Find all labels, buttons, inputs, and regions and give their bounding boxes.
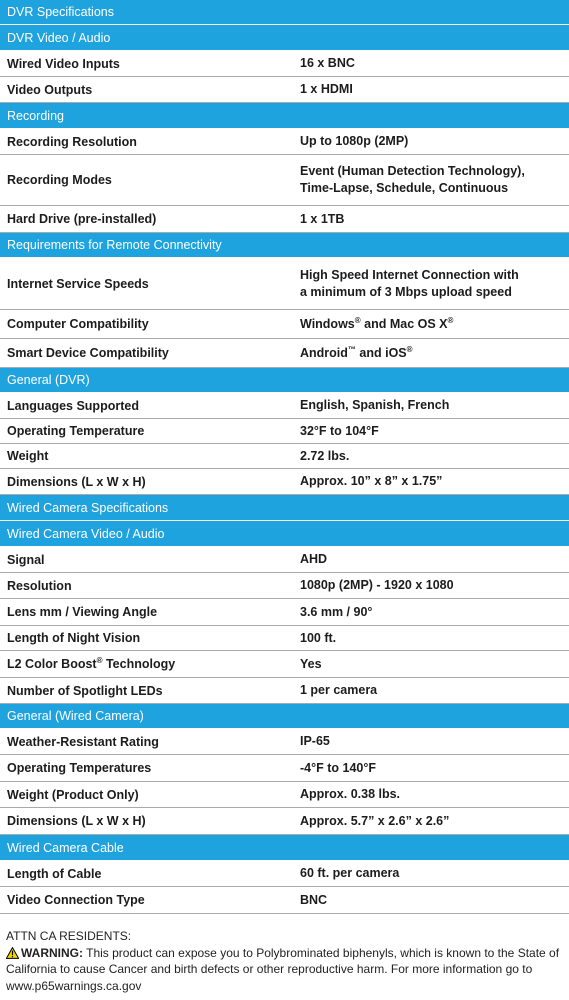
spec-value: Approx. 0.38 lbs.: [300, 787, 401, 801]
spec-value: Approx. 10” x 8” x 1.75”: [300, 474, 443, 488]
spec-label: Internet Service Speeds: [7, 276, 149, 291]
spec-row-smart-device-compatibility: [0, 339, 569, 368]
section-title: Wired Camera Video / Audio: [7, 526, 165, 541]
spec-label: Video Connection Type: [7, 893, 145, 907]
spec-row-weather-resistant-rating: [0, 729, 569, 755]
spec-value-line: Time-Lapse, Schedule, Continuous: [300, 181, 509, 195]
text-fragment: Technology: [102, 657, 176, 671]
text-fragment: Android: [300, 345, 348, 360]
spec-value-line: Event (Human Detection Technology),: [300, 164, 525, 178]
spec-label: Number of Spotlight LEDs: [7, 683, 163, 698]
section-header-wired-camera-video-audio: [0, 521, 569, 547]
spec-row-length-of-cable: [0, 861, 569, 887]
spec-value: 2.72 lbs.: [300, 448, 350, 463]
spec-label: Resolution: [7, 578, 72, 593]
warning-label: WARNING:: [21, 945, 83, 960]
text-fragment: Windows: [300, 316, 355, 331]
spec-row-hard-drive-pre-installed: [0, 206, 569, 233]
spec-label: Length of Night Vision: [7, 631, 141, 645]
spec-label: Signal: [7, 552, 45, 567]
section-title: Recording: [7, 108, 64, 123]
section-header-wired-camera-specifications: [0, 495, 569, 521]
spec-row-length-of-night-vision: [0, 626, 569, 651]
spec-value: [300, 345, 569, 362]
spec-value: [300, 316, 569, 333]
text-fragment: and Mac OS X: [360, 316, 448, 331]
spec-value: -4°F to 140°F: [300, 760, 376, 775]
spec-value: 1 per camera: [300, 683, 378, 697]
spec-value-line: a minimum of 3 Mbps upload speed: [300, 284, 512, 299]
trademark-symbol: ™: [347, 344, 356, 354]
spec-row-weight: [0, 444, 569, 469]
spec-row-operating-temperature: [0, 419, 569, 444]
spec-label: Dimensions (L x W x H): [7, 474, 146, 489]
spec-value: 32°F to 104°F: [300, 423, 379, 438]
section-header-dvr-specifications: [0, 0, 569, 25]
trademark-symbol: ®: [406, 344, 413, 354]
spec-row-dimensions-l-x-w-x-h: [0, 808, 569, 835]
spec-label: Recording Resolution: [7, 134, 137, 149]
spec-label: Weight (Product Only): [7, 787, 139, 802]
section-title: DVR Specifications: [7, 5, 114, 19]
section-title: Wired Camera Specifications: [7, 500, 169, 515]
text-fragment: L2 Color Boost: [7, 657, 97, 671]
spec-value: 16 x BNC: [300, 56, 355, 70]
prop65-notice: [0, 914, 569, 994]
spec-row-languages-supported: [0, 393, 569, 419]
spec-row-computer-compatibility: [0, 310, 569, 339]
spec-value: [300, 267, 569, 301]
trademark-symbol: ®: [96, 655, 103, 665]
spec-row-video-connection-type: [0, 887, 569, 914]
section-header-general-dvr: [0, 368, 569, 393]
spec-value: Approx. 5.7” x 2.6” x 2.6”: [300, 813, 450, 828]
spec-label: [0, 657, 300, 671]
spec-row-signal: [0, 547, 569, 573]
section-header-wired-camera-cable: [0, 835, 569, 861]
spec-row-l2-color-boost-technology: [0, 651, 569, 678]
spec-value: 100 ft.: [300, 630, 337, 645]
section-title: General (Wired Camera): [7, 709, 144, 723]
trademark-symbol: ®: [354, 315, 361, 325]
spec-row-operating-temperatures: [0, 755, 569, 782]
spec-row-dimensions-l-x-w-x-h: [0, 469, 569, 495]
spec-value: 1080p (2MP) - 1920 x 1080: [300, 578, 454, 592]
spec-label: Languages Supported: [7, 398, 139, 413]
trademark-symbol: ®: [447, 315, 454, 325]
spec-label: Computer Compatibility: [7, 317, 149, 331]
spec-value: BNC: [300, 892, 328, 907]
text-fragment: and iOS: [355, 345, 407, 360]
spec-label: Hard Drive (pre-installed): [7, 212, 157, 226]
spec-label: Lens mm / Viewing Angle: [7, 605, 158, 619]
spec-value: AHD: [300, 552, 328, 566]
spec-row-weight-product-only: [0, 782, 569, 808]
spec-row-internet-service-speeds: [0, 258, 569, 310]
spec-row-video-outputs: [0, 77, 569, 103]
spec-row-resolution: [0, 573, 569, 599]
spec-value: Yes: [300, 656, 322, 671]
section-header-recording: [0, 103, 569, 129]
spec-label: Video Outputs: [7, 82, 93, 97]
spec-label: Weight: [7, 449, 49, 463]
spec-value: 60 ft. per camera: [300, 866, 400, 880]
spec-row-recording-resolution: [0, 129, 569, 155]
section-header-requirements-for-remote-connectivity: [0, 233, 569, 258]
section-header-dvr-video-audio: [0, 25, 569, 51]
spec-label: Smart Device Compatibility: [7, 346, 169, 360]
spec-value: 1 x 1TB: [300, 211, 345, 226]
spec-value: 3.6 mm / 90°: [300, 604, 373, 619]
attn-line: ATTN CA RESIDENTS:: [6, 929, 132, 943]
spec-value-line: High Speed Internet Connection with: [300, 267, 519, 282]
section-title: Wired Camera Cable: [7, 840, 124, 855]
spec-row-number-of-spotlight-leds: [0, 678, 569, 704]
spec-label: Dimensions (L x W x H): [7, 814, 146, 828]
section-title: DVR Video / Audio: [7, 30, 111, 45]
spec-value: Up to 1080p (2MP): [300, 134, 409, 148]
warning-triangle-icon: [6, 947, 19, 959]
spec-value: IP-65: [300, 734, 330, 748]
spec-value: 1 x HDMI: [300, 82, 353, 96]
section-header-general-wired-camera: [0, 704, 569, 729]
spec-row-recording-modes: [0, 155, 569, 206]
warning-text: This product can expose you to Polybrominated biphenyls, which is known to the State of California to cause Cancer and birth defects or other reproductive harm. For more information go to www.p65warnings.ca.gov: [6, 945, 560, 993]
spec-row-wired-video-inputs: [0, 51, 569, 77]
spec-row-lens-mm-viewing-angle: [0, 599, 569, 626]
warning-paragraph: [6, 945, 563, 995]
spec-label: Operating Temperatures: [7, 761, 152, 775]
section-title: General (DVR): [7, 373, 90, 387]
spec-value: [300, 163, 569, 197]
spec-label: Wired Video Inputs: [7, 56, 120, 71]
spec-label: Operating Temperature: [7, 424, 145, 438]
section-title: Requirements for Remote Connectivity: [7, 238, 222, 252]
spec-value: English, Spanish, French: [300, 398, 450, 412]
spec-label: Weather-Resistant Rating: [7, 734, 159, 749]
spec-label: Recording Modes: [7, 173, 112, 187]
spec-label: Length of Cable: [7, 866, 102, 881]
